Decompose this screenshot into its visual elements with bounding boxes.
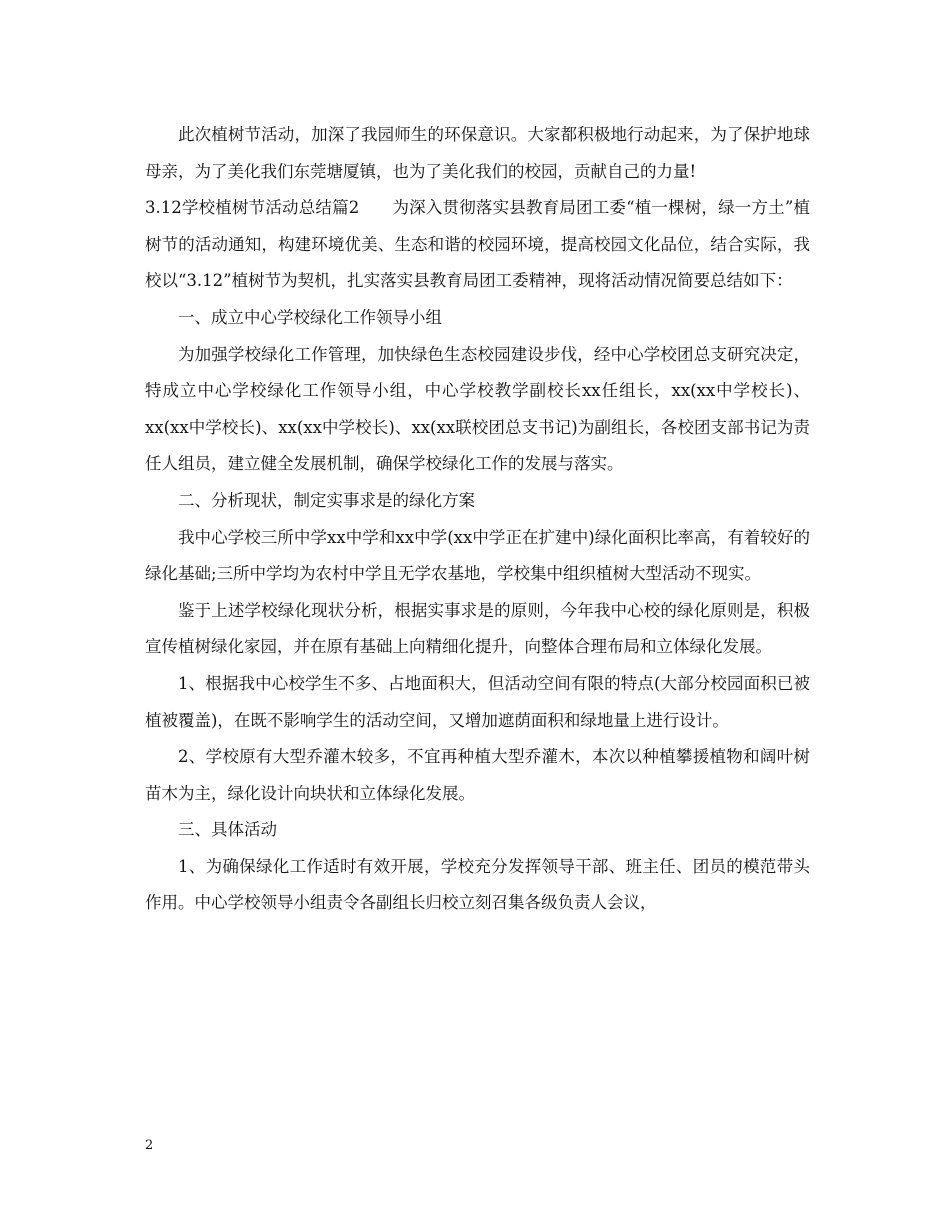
paragraph-current-status: 我中心学校三所中学xx中学和xx中学(xx中学正在扩建中)绿化面积比率高，有着较好的绿化基础;三所中学均为农村中学且无学农基地，学校集中组织植树大型活动不现实。 <box>145 527 810 584</box>
page-number: 2 <box>145 1138 154 1153</box>
document-body <box>145 117 810 922</box>
paragraph-leadership-group: 为加强学校绿化工作管理，加快绿色生态校园建设步伐，经中心学校团总支研究决定，特成立中心学校绿化工作领导小组，中心学校教学副校长xx任组长，xx(xx中学校长)、xx(xx中学校长)、xx(xx中学校长)、xx(xx联校团总支书记)为副组长，各校团支部书记为责任人组员，建立健全发展机制，确保学校绿化工作的发展与落实。 <box>145 344 810 474</box>
article-title: 3.12学校植树节活动总结篇2 <box>145 198 360 218</box>
paragraph-greening-principle: 鉴于上述学校绿化现状分析，根据实事求是的原则，今年我中心校的绿化原则是，积极宣传植树绿化家园，并在原有基础上向精细化提升，向整体合理布局和立体绿化发展。 <box>145 600 810 657</box>
paragraph-design-point-2: 2、学校原有大型乔灌木较多，不宜再种植大型乔灌木，本次以种植攀援植物和阔叶树苗木为主，绿化设计向块状和立体绿化发展。 <box>145 747 810 803</box>
section-heading-activities: 三、具体活动 <box>178 820 277 840</box>
paragraph-design-point-1: 1、根据我中心校学生不多、占地面积大，但活动空间有限的特点(大部分校园面积已被植被覆盖)，在既不影响学生的活动空间，又增加遮荫面积和绿地量上进行设计。 <box>145 673 810 730</box>
paragraph-closing-remarks: 此次植树节活动，加深了我园师生的环保意识。大家都积极地行动起来，为了保护地球母亲，为了美化我们东莞塘厦镇，也为了美化我们的校园，贡献自己的力量! <box>145 125 810 181</box>
paragraph-section-intro <box>145 190 810 300</box>
paragraph-intro-text: 为深入贯彻落实县教育局团工委“植一棵树，绿一方土”植树节的活动通知，构建环境优美、生态和谐的校园环境，提高校园文化品位，结合实际，我校以“3.12”植树节为契机，扎实落实县教育局团工委精神，现将活动情况简要总结如下： <box>145 198 810 291</box>
paragraph-activity-1: 1、为确保绿化工作适时有效开展，学校充分发挥领导干部、班主任、团员的模范带头作用。中心学校领导小组责令各副组长归校立刻召集各级负责人会议， <box>145 856 810 913</box>
section-heading-leadership-group: 一、成立中心学校绿化工作领导小组 <box>178 307 442 327</box>
section-heading-analysis: 二、分析现状，制定实事求是的绿化方案 <box>178 490 475 510</box>
